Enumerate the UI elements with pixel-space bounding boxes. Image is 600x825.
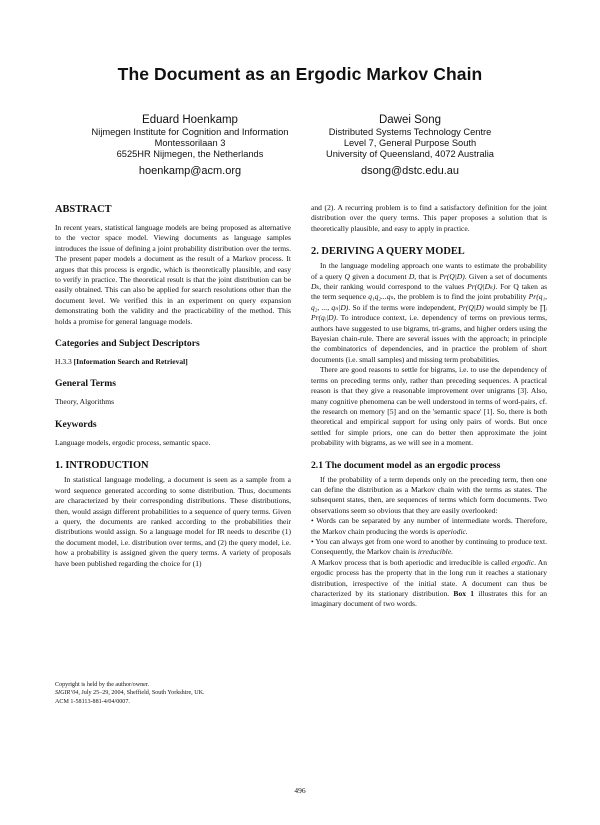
author-affiliation-line: 6525HR Nijmegen, the Netherlands — [116, 149, 264, 160]
author-name: Eduard Hoenkamp — [142, 114, 238, 126]
general-terms-text: Theory, Algorithms — [55, 397, 115, 407]
categories-text — [55, 357, 291, 367]
author-affiliation-line: Level 7, General Purpose South — [343, 138, 477, 149]
copyright-notice — [55, 681, 291, 706]
page-number: 496 — [294, 786, 306, 795]
author-affiliation-line: University of Queensland, 4072 Australia — [326, 149, 494, 160]
section-2-paragraph-1: In the language modeling approach one wants to estimate the probability of a query Q given a document D, that is Pr(Q|D). Given a set of documents Dₖ, their ranking would correspond to the values Pr(Q|Dₖ). For Q taken as the term sequence q₁q₂...qₙ, the problem is to find the joint probability Pr(q₁, q₂, ..., qₙ|D). So if the terms were independent, Pr(Q|D) would simply be ∏ᵢ Pr(qᵢ|D). To introduce context, i.e. dependency of terms on previous terms, authors have suggested to use bigrams, tri-grams, and higher orders using the Bayesian chain-rule. There are several issues with the approach; in principle the combinatorics of dependencies, and in practice the problem of short documents (i.e. small samples) and missing term probabilities. — [311, 261, 548, 364]
category-code: H.3.3 — [55, 357, 72, 367]
categories-heading: Categories and Subject Descriptors — [55, 338, 200, 350]
section-2-1-paragraph-1: If the probability of a term depends only on the preceding term, then one can define the distribution as a Markov chain with the terms as states. The subsequent states, then, are sequences of terms which form documents. Two observations seem so obvious that they are easily overlooked: — [311, 474, 547, 515]
right-column — [311, 203, 547, 610]
category-label: [Information Search and Retrieval] — [73, 357, 188, 367]
author-affiliation-line: Nijmegen Institute for Cognition and Information — [91, 127, 289, 137]
bullet-aperiodic: • Words can be separated by any number of intermediate words. Therefore, the Markov chain producing the words is aperiodic. — [311, 516, 547, 536]
paper-title: The Document as an Ergodic Markov Chain — [117, 64, 483, 84]
author-affiliation-line: Montessorilaan 3 — [154, 138, 226, 149]
introduction-heading: 1. INTRODUCTION — [55, 460, 149, 472]
copyright-venue-line — [55, 689, 291, 697]
introduction-continued: and (2). A recurring problem is to find a satisfactory definition for the joint distribution over the query terms. This paper proposes a solution that is theoretically plausible, and easy to apply in practice. — [311, 203, 547, 233]
acm-isbn: ACM 1-58113-881-4/04/0007. — [55, 698, 130, 705]
abstract-text: In recent years, statistical language models are being proposed as alternative to the vector space model. Viewing documents as language samples introduces the issue of defining a joint probability distribution over the terms. The present paper models a document as the result of a Markov process. It argues that this process is ergodic, which is theoretically plausible, and easy to verify in practice. The theoretical result is that the joint distribution can be easily obtained. This can also be applied for search resolutions other than the document level. We verified this in an experiment on query expansion demonstrating both the validity and the practicability of the method. This holds a promise for general language models. — [55, 223, 291, 326]
bullet-irreducible: • You can always get from one word to another by continuing to produce text. Consequently, the Markov chain is irreducible. — [311, 536, 547, 557]
copyright-line: Copyright is held by the author/owner. — [55, 682, 150, 688]
author-block-1 — [65, 113, 315, 178]
author-block-2 — [285, 113, 535, 178]
conference-name: SIGIR’04, — [55, 690, 80, 697]
general-terms-heading: General Terms — [55, 378, 117, 390]
section-2-heading: 2. DERIVING A QUERY MODEL — [311, 246, 465, 258]
author-name: Dawei Song — [378, 114, 441, 126]
author-affiliation-line: Distributed Systems Technology Centre — [328, 127, 492, 137]
keywords-heading: Keywords — [55, 418, 97, 430]
section-2-1-heading: 2.1 The document model as an ergodic process — [311, 459, 501, 471]
conference-details: July 25–29, 2004, Sheffield, South Yorkshire, UK. — [79, 690, 205, 697]
abstract-heading: ABSTRACT — [55, 204, 112, 215]
section-2-paragraph-2: There are good reasons to settle for bigrams, i.e. to use the dependency of terms on preceding terms only, rather than preceding sequences. A practical reason is that they give a reasonable improvement over unigrams [3]. Also, many cognitive phenomena can be well understood in terms of word-pairs, cf. the research on memory [5] and on the 'semantic space' [1]. So, there is both theoretical and empirical support for using only pairs of words. But once settled for simple priors, one can do better then approximate the joint probability with bigrams, as we will see in a moment. — [311, 365, 547, 448]
left-column — [55, 203, 291, 569]
introduction-text: In statistical language modeling, a document is seen as a sample from a word sequence generated according to some distribution. Thus, documents are characterized by their corresponding distributions. These distributions, then, would assign different probabilities to a sequence of query terms. Given a query, the documents are ranked according to the probabilities their distributions would assign. So a language model for IR needs to describe (1) the document model, i.e. distribution over terms, and (2) the query model, i.e. how a probability is assigned given the query terms. A variety of proposals have been published regarding the choice for (1) — [55, 475, 291, 568]
author-email: hoenkamp@acm.org — [138, 164, 242, 177]
keywords-text: Language models, ergodic process, semantic space. — [55, 437, 211, 447]
author-email: dsong@dstc.edu.au — [360, 164, 459, 177]
section-2-1-paragraph-2: A Markov process that is both aperiodic and irreducible is called ergodic. An ergodic process has the property that in the long run it reaches a stationary distribution, irrespective of the initial state. A document can thus be characterized by its stationary distribution. Box 1 illustrates this for an imaginary document of two words. — [311, 557, 548, 609]
